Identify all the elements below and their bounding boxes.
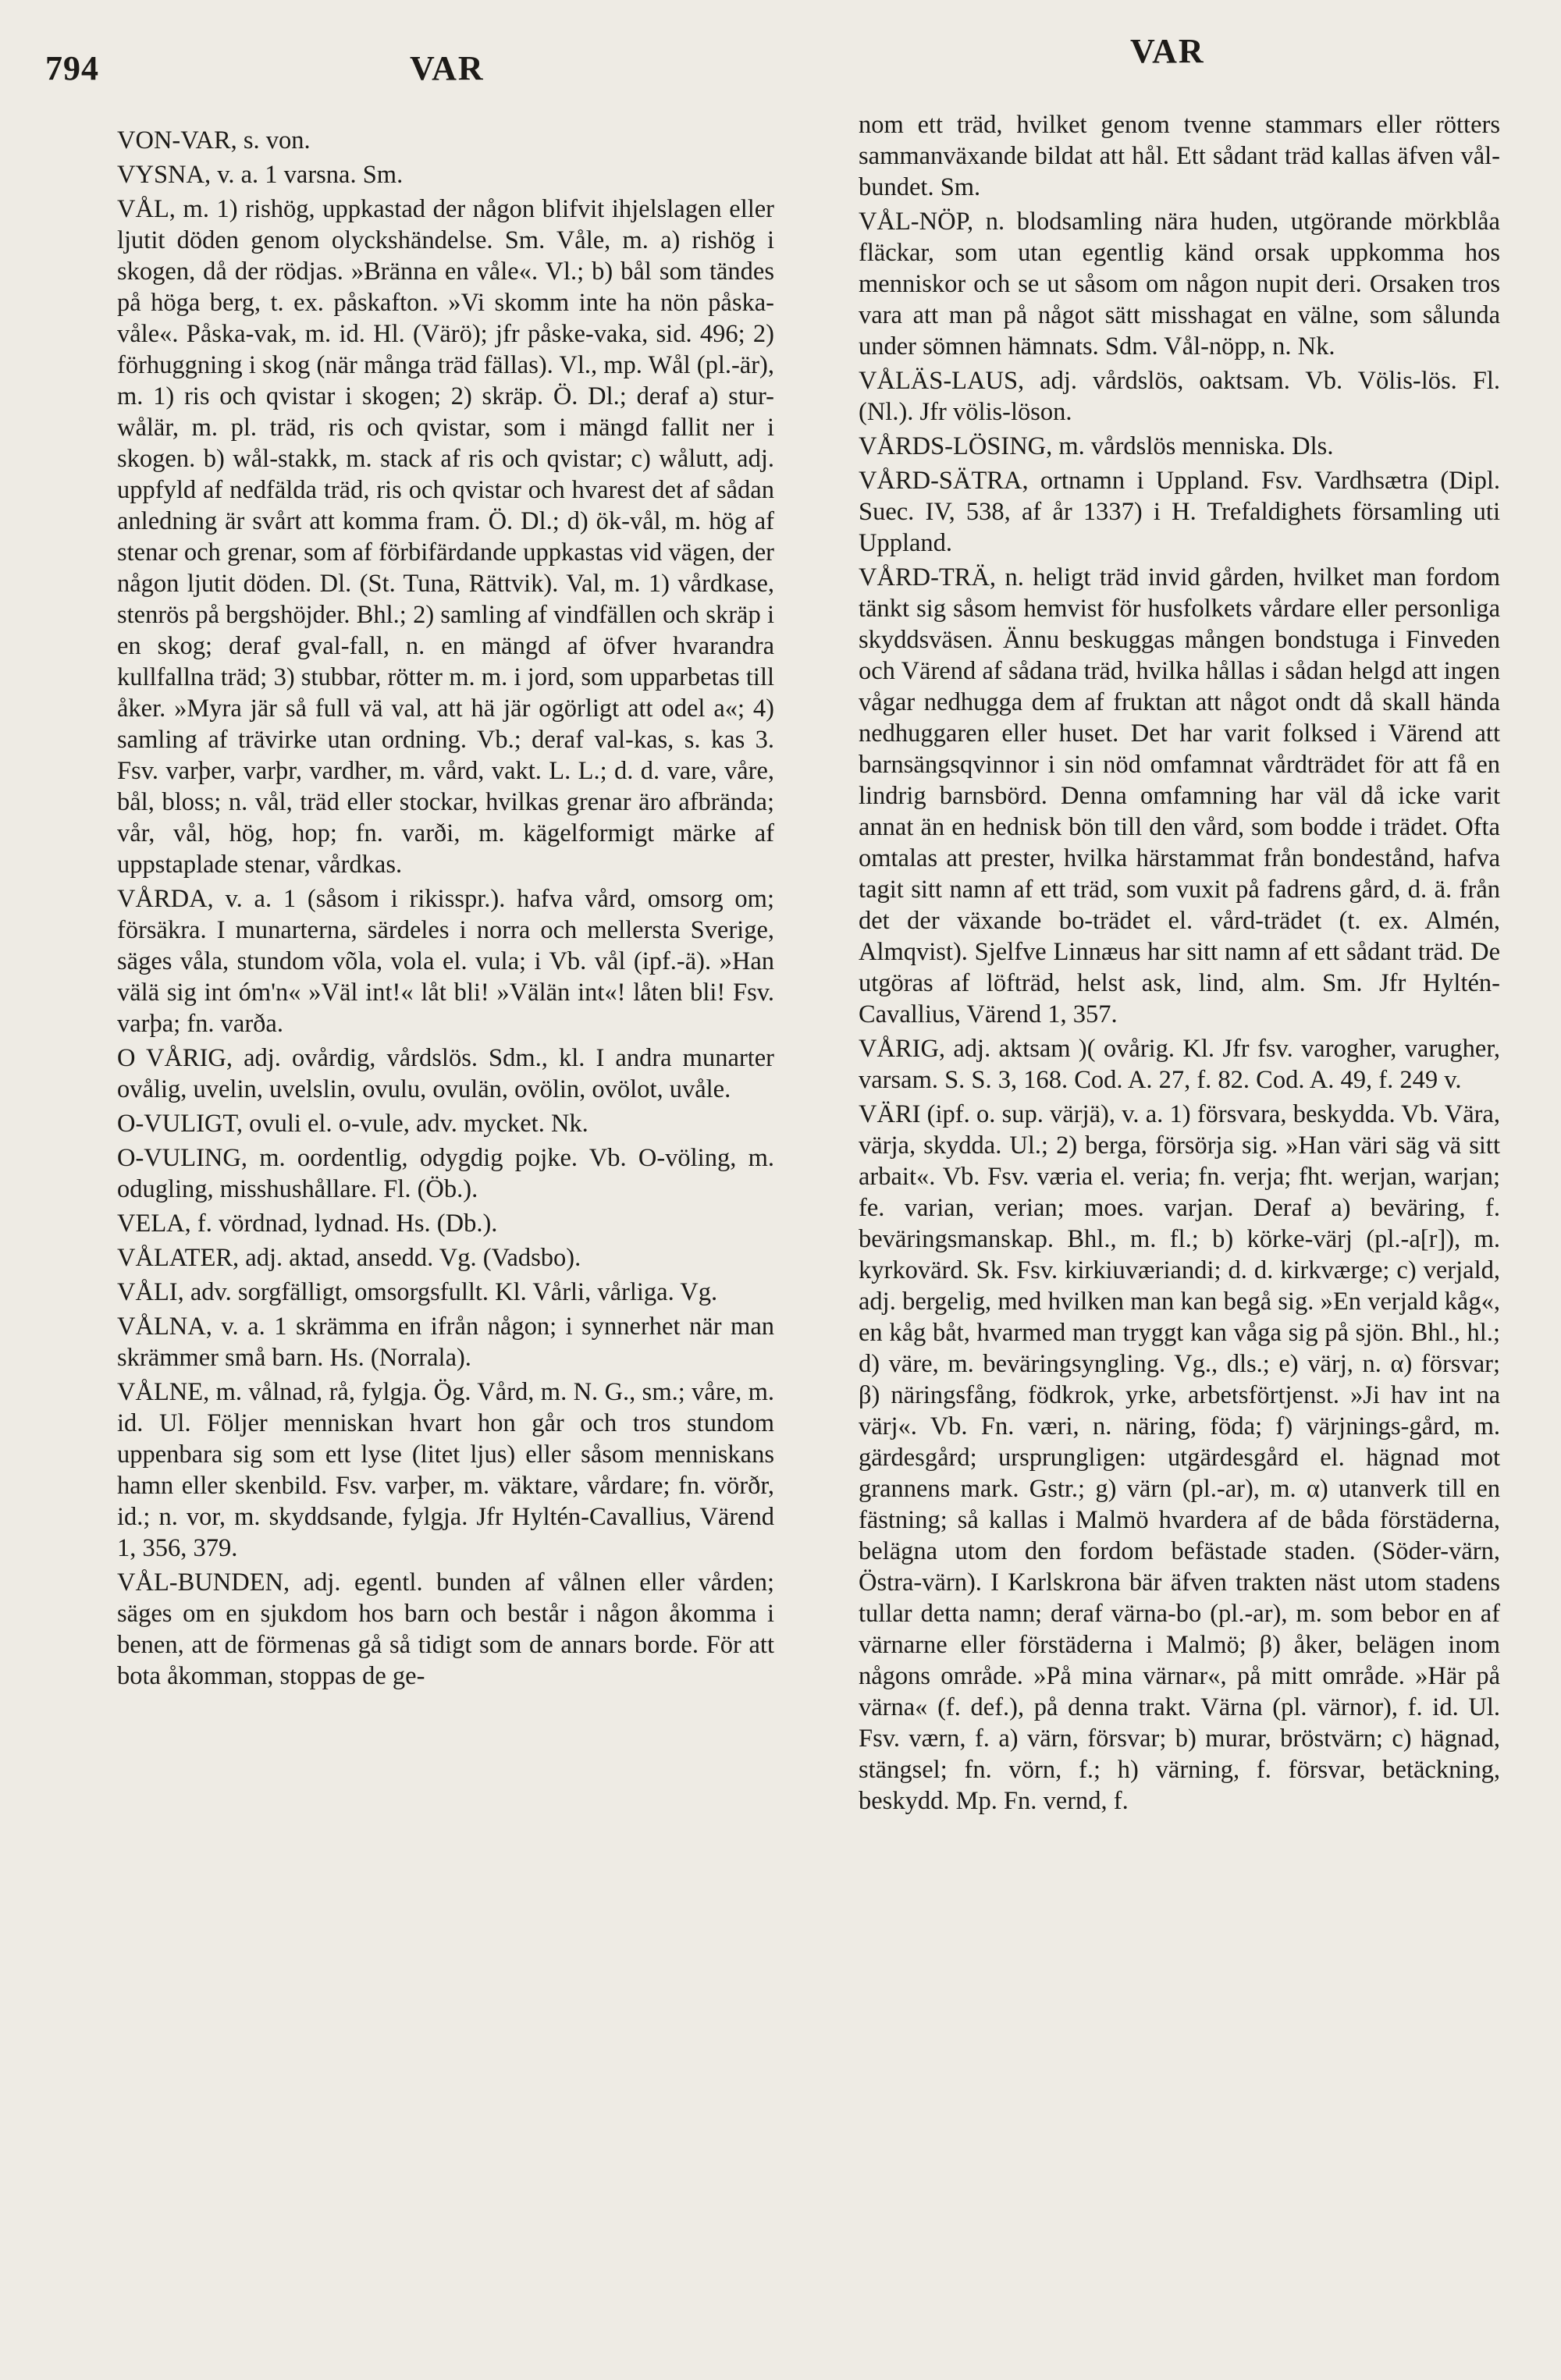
running-head-left: VAR xyxy=(410,49,485,87)
running-head-right: VAR xyxy=(1130,32,1205,70)
left-column xyxy=(117,125,774,1695)
entry-vard-satra: VÅRD-SÄTRA, ortnamn i Uppland. Fsv. Vardhsætra (Dipl. Suec. IV, 538, af år 1337) i H. Trefaldighets församling uti Uppland. xyxy=(859,467,1500,557)
entry-continuation: nom ett träd, hvilket genom tvenne stammars eller rötters sammanväxande bildat att hål. Ett sådant träd kallas äfven vål-bundet. Sm. xyxy=(859,111,1500,201)
entry-vards-losing: VÅRDS-LÖSING, m. vårdslös menniska. Dls. xyxy=(859,432,1334,460)
entry-o-varig: O VÅRIG, adj. ovårdig, vårdslös. Sdm., kl. I andra munarter ovålig, uvelin, uvelslin, ovulu, ovulän, ovölin, ovölot, uvåle. xyxy=(117,1044,774,1103)
page-number: 794 xyxy=(45,49,99,87)
entry-varig: VÅRIG, adj. aktsam )( ovårig. Kl. Jfr fsv. varogher, varugher, varsam. S. S. 3, 168. Cod. A. 27, f. 82. Cod. A. 49, f. 249 v. xyxy=(859,1035,1500,1094)
entry-valna: VÅLNA, v. a. 1 skrämma en ifrån någon; i synnerhet när man skrämmer små barn. Hs. (Norrala). xyxy=(117,1313,774,1372)
entry-vysna: VYSNA, v. a. 1 varsna. Sm. xyxy=(117,161,404,189)
entry-valater: VÅLATER, adj. aktad, ansedd. Vg. (Vadsbo). xyxy=(117,1244,581,1272)
entry-vela: VELA, f. vördnad, lydnad. Hs. (Db.). xyxy=(117,1210,498,1238)
entry-vard-tra: VÅRD-TRÄ, n. heligt träd invid gården, hvilket man fordom tänkt sig såsom hemvist för husfolkets vårdare eller personliga skyddsväsen. Ännu beskuggas mången bondstuga i Finveden och Värend af sådana träd, hvilka hållas i sådan helgd att ingen vågar nedhugga dem af fruktan att något ondt då skall hända nedhuggaren eller huset. Det har varit folksed i Värend att barnsängsqvinnor i sin nöd omfamnat vårdträdet för att få en lindrig barnsbörd. Denna omfamning har väl då icke varit annat än en hednisk bön till den vård, som bodde i trädet. Ofta omtalas att prester, hvilka härstammat från bondestånd, hafva tagit sitt namn af ett träd, som vuxit på fadrens gård, d. ä. från det der växande bo-trädet el. vård-trädet (t. ex. Almén, Almqvist). Sjelfve Linnæus har sitt namn af ett sådant träd. De utgöras af löfträd, helst ask, lind, alm. Sm. Jfr Hyltén-Cavallius, Värend 1, 357. xyxy=(859,563,1500,1028)
entry-val-bunden: VÅL-BUNDEN, adj. egentl. bunden af vålnen eller vården; säges om en sjukdom hos barn och består i någon åkomma i benen, att de förmenas gå så tidigt som de annars borde. För att bota åkomman, stoppas de ge- xyxy=(117,1568,774,1690)
entry-varda: VÅRDA, v. a. 1 (såsom i rikisspr.). hafva vård, omsorg om; försäkra. I munarterna, särdeles i norra och mellersta Sverige, säges våla, stundom võla, vola el. vula; i Vb. vål (ipf.-ä). »Han välä sig int óm'n« »Väl int!« låt bli! »Välän int«! låten bli! Fsv. varþa; fn. varða. xyxy=(117,885,774,1038)
entry-o-vuling: O-VULING, m. oordentlig, odygdig pojke. Vb. O-völing, m. odugling, misshushållare. Fl. (Öb.). xyxy=(117,1144,774,1203)
entry-von-var: VON-VAR, s. von. xyxy=(117,126,311,155)
entry-o-vuligt: O-VULIGT, ovuli el. o-vule, adv. mycket. Nk. xyxy=(117,1110,588,1138)
right-column xyxy=(859,109,1500,1820)
entry-val: VÅL, m. 1) rishög, uppkastad der någon blifvit ihjelslagen eller ljutit döden genom olyckshändelse. Sm. Våle, m. a) rishög i skogen, då der rödjas. »Bränna en våle«. Vl.; b) bål som tändes på höga berg, t. ex. påskafton. »Vi skomm inte ha nön påska-våle«. Påska-vak, m. id. Hl. (Värö); jfr påske-vaka, sid. 496; 2) förhuggning i skog (när många träd fällas). Vl., mp. Wål (pl.-är), m. 1) ris och qvistar i skogen; 2) skräp. Ö. Dl.; deraf a) stur-wålär, m. pl. träd, ris och qvistar, som i mängd fallit ner i skogen. b) wål-stakk, m. stack af ris och qvistar; c) wålutt, adj. uppfyld af nedfälda träd, ris och qvistar och hvarest det af sådan anledning är svårt att komma fram. Ö. Dl.; d) ök-vål, m. hög af stenar och grenar, som af förbifärdande uppkastas vid vägen, der någon ljutit döden. Dl. (St. Tuna, Rättvik). Val, m. 1) vårdkase, stenrös på bergshöjder. Bhl.; 2) samling af vindfällen och skräp i en skog; deraf gval-fall, n. en mängd af öfver hvarandra kullfallna träd; 3) stubbar, rötter m. m. i jord, som upparbetas till åker. »Myra jär så full vä val, att hä jär ogörligt att odel a«; 4) samling af trävirke utan ordning. Vb.; deraf val-kas, s. kas 3. Fsv. varþer, varþr, vardher, m. vård, vakt. L. L.; d. d. vare, våre, bål, bloss; n. vål, träd eller stockar, hvilkas grenar äro afbrända; vår, vål, hög, hop; fn. varði, m. kägelformigt märke af uppstaplade stenar, vårdkas. xyxy=(117,195,774,879)
entry-vari: VÄRI (ipf. o. sup. värjä), v. a. 1) försvara, beskydda. Vb. Vära, värja, skydda. Ul.; 2) berga, försörja sig. »Han väri säg vä sitt arbait«. Vb. Fsv. væria el. veria; fn. verja; fht. werjan, warjan; fe. varian, verian; moes. varjan. Deraf a) beväring, f. beväringsmanskap. Bhl., m. fl.; b) körke-värj (pl.-a[r]), m. kyrkovärd. Sk. Fsv. kirkiuværiandi; d. d. kirkværge; c) verjald, adj. bergelig, med hvilken man kan begå sig. »En verjald kåg«, en kåg båt, hvarmed man tryggt kan våga sig på sjön. Bhl., hl.; d) väre, m. beväringsyngling. Vg., dls.; e) värj, n. α) försvar; β) näringsfång, födkrok, yrke, arbetsförtjenst. »Ji hav int na värj«. Vb. Fn. væri, n. näring, föda; f) värjnings-gård, m. gärdesgård; ursprungligen: utgärdesgård el. hägnad mot grannens mark. Gstr.; g) värn (pl.-ar), m. α) utanverk till en fästning; så kallas i Malmö hvardera af de båda förstäderna, belägna utom den fordom befästade staden. (Söder-värn, Östra-värn). I Karlskrona bär äfven trakten näst utom stadens tullar detta namn; deraf värna-bo (pl.-ar), m. som bebor en af värnarne eller förstäderna i Malmö; β) åker, belägen inom någons område. »På mina värnar«, på mitt område. »Här på värna« (f. def.), på denna trakt. Värna (pl. värnor), f. id. Ul. Fsv. værn, f. a) värn, försvar; b) murar, bröstvärn; c) hägnad, stängsel; fn. vörn, f.; h) värning, f. försvar, betäckning, beskydd. Mp. Fn. vernd, f. xyxy=(859,1100,1500,1815)
entry-vali: VÅLI, adv. sorgfälligt, omsorgsfullt. Kl. Vårli, vårliga. Vg. xyxy=(117,1278,718,1306)
entry-val-nop: VÅL-NÖP, n. blodsamling nära huden, utgörande mörkblåa fläckar, som utan egentlig känd orsak uppkomma hos menniskor och se ut såsom om någon nupit deri. Orsaken tros vara att man på något sätt misshagat en välne, som sålunda under sömnen hämnats. Sdm. Vål-nöpp, n. Nk. xyxy=(859,208,1500,361)
entry-valne: VÅLNE, m. vålnad, rå, fylgja. Ög. Vård, m. N. G., sm.; våre, m. id. Ul. Följer menniskan hvart hon går och tros stundom uppenbara sig som ett lyse (litet ljus) eller såsom menniskans hamn eller skenbild. Fsv. varþer, m. väktare, vårdare; fn. vörðr, id.; n. vor, m. skyddsande, fylgja. Jfr Hyltén-Cavallius, Värend 1, 356, 379. xyxy=(117,1378,774,1562)
entry-valas-laus: VÅLÄS-LAUS, adj. vårdslös, oaktsam. Vb. Völis-lös. Fl. (Nl.). Jfr völis-löson. xyxy=(859,367,1500,426)
